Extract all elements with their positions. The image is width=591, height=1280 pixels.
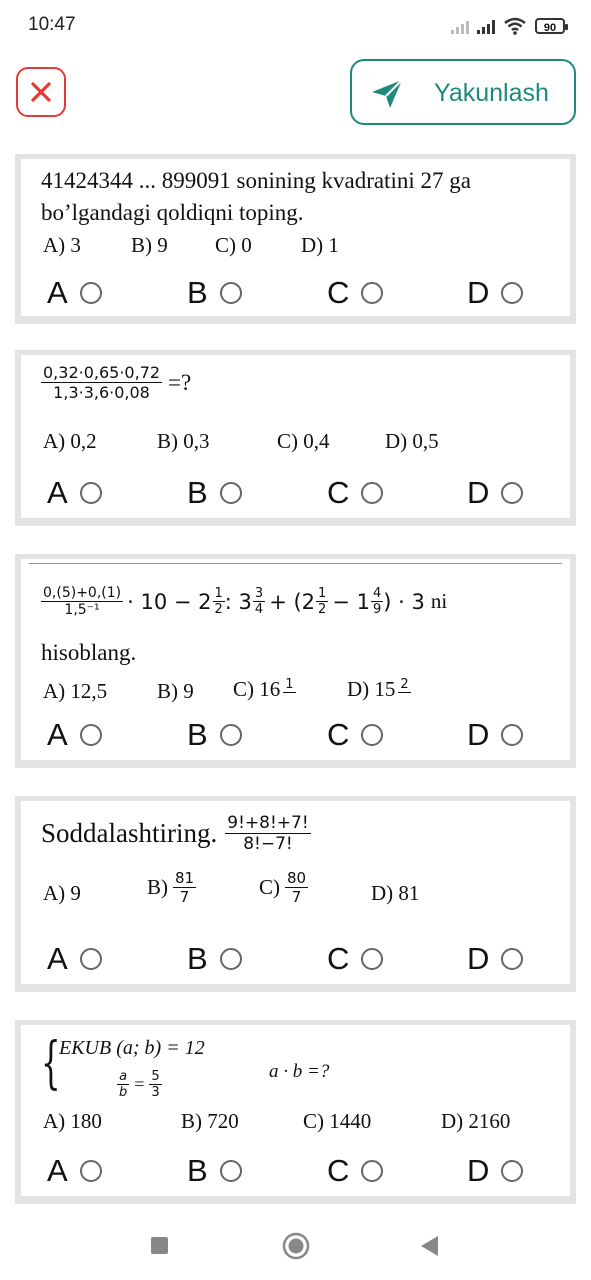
radio-button[interactable] <box>361 482 383 504</box>
fraction <box>285 869 308 906</box>
radio-button[interactable] <box>501 724 523 746</box>
expr-part: + (2 <box>269 589 316 614</box>
answer-letter: B <box>187 717 208 752</box>
answer-a[interactable] <box>47 273 102 313</box>
fraction-numerator: 4 <box>372 586 382 601</box>
fraction-denominator: 7 <box>291 888 302 906</box>
fraction <box>398 677 410 693</box>
option-a: A) 180 <box>43 1109 102 1133</box>
option-c: C) 0,4 <box>277 429 330 453</box>
brace: { <box>41 1031 61 1096</box>
fraction-denominator: 1,5⁻¹ <box>64 602 100 618</box>
option-text: B) <box>147 875 168 899</box>
system-line-2 <box>117 1069 162 1100</box>
answer-d[interactable] <box>467 1151 523 1191</box>
fraction <box>117 1069 129 1100</box>
answer-letter: D <box>467 275 490 310</box>
radio-button[interactable] <box>220 482 242 504</box>
question-card-2 <box>15 350 576 526</box>
option-a: A) 12,5 <box>43 679 108 703</box>
fraction-denominator: 7 <box>179 888 190 906</box>
answer-a[interactable] <box>47 715 102 755</box>
option-d: D) 81 <box>371 881 420 905</box>
send-icon <box>370 78 404 110</box>
system-navigation-bar <box>0 1210 591 1280</box>
fraction <box>316 586 328 617</box>
radio-button[interactable] <box>80 948 102 970</box>
question-system <box>41 1031 361 1109</box>
question-suffix: =? <box>168 369 192 395</box>
question-line: hisoblang. <box>41 640 137 665</box>
option-text: D) 15 <box>347 677 396 701</box>
option-a: A) 3 <box>43 233 81 257</box>
fraction-numerator: 2 <box>400 677 409 692</box>
option-b: B) 9 <box>131 233 168 257</box>
question-line: bo’lgandagi qoldiqni toping. <box>41 200 304 225</box>
question-card-5 <box>15 1020 576 1204</box>
option-c <box>259 869 308 906</box>
question-lead: Soddalashtiring. <box>41 818 218 848</box>
radio-button[interactable] <box>361 282 383 304</box>
fraction-numerator: 1 <box>318 586 327 601</box>
close-icon <box>29 80 53 104</box>
answer-c[interactable] <box>327 939 383 979</box>
fraction <box>149 1069 161 1100</box>
option-text: C) 16 <box>233 677 281 701</box>
radio-button[interactable] <box>501 282 523 304</box>
fraction-denominator: 1,3·3,6·0,08 <box>53 383 150 402</box>
fraction <box>371 586 383 617</box>
option-d: D) 2160 <box>441 1109 511 1133</box>
option-b: B) 0,3 <box>157 429 210 453</box>
question-card-3 <box>15 554 576 768</box>
option-d <box>347 677 411 707</box>
fraction <box>283 677 295 693</box>
option-c: C) 0 <box>215 233 252 257</box>
back-icon[interactable] <box>418 1234 440 1258</box>
answer-letter: C <box>327 717 350 752</box>
fraction-numerator: 3 <box>254 586 264 601</box>
option-text: C) <box>259 875 280 899</box>
equals-sign: = <box>134 1074 145 1094</box>
answer-letter: D <box>467 941 490 976</box>
fraction-denominator: 9 <box>372 602 382 617</box>
fraction <box>213 586 225 617</box>
option-b: B) 720 <box>181 1109 239 1133</box>
question-text <box>41 813 311 854</box>
answer-letter: C <box>327 1153 350 1188</box>
recents-icon[interactable] <box>150 1236 170 1256</box>
question-line: 41424344 ... 899091 sonining kvadratini 27 ga <box>41 168 471 193</box>
system-question: a · b =? <box>269 1061 330 1082</box>
answer-b[interactable] <box>187 273 242 313</box>
answer-b[interactable] <box>187 939 242 979</box>
expr-part: − 1 <box>332 589 370 614</box>
answer-letter: A <box>47 275 68 310</box>
radio-button[interactable] <box>361 1160 383 1182</box>
fraction-numerator: 0,32·0,65·0,72 <box>43 363 161 382</box>
option-b <box>147 869 196 906</box>
fraction <box>225 813 310 854</box>
fraction-denominator: 2 <box>214 602 223 617</box>
answer-d[interactable] <box>467 715 523 755</box>
radio-button[interactable] <box>220 724 242 746</box>
option-b: B) 9 <box>157 679 194 703</box>
close-button[interactable] <box>16 67 66 117</box>
finish-button[interactable] <box>350 59 576 125</box>
fraction-numerator: 1 <box>214 586 223 601</box>
fraction-numerator: 81 <box>175 869 195 887</box>
question-text <box>41 165 471 229</box>
answer-letter: B <box>187 275 208 310</box>
fraction <box>173 869 196 906</box>
radio-button[interactable] <box>220 948 242 970</box>
radio-button[interactable] <box>220 282 242 304</box>
battery-icon: 90 <box>535 18 565 34</box>
radio-button[interactable] <box>361 724 383 746</box>
answer-b[interactable] <box>187 1151 242 1191</box>
answer-c[interactable] <box>327 715 383 755</box>
answer-c[interactable] <box>327 1151 383 1191</box>
expr-part: · 10 − 2 <box>127 589 212 614</box>
answer-letter: B <box>187 1153 208 1188</box>
option-d: D) 1 <box>301 233 339 257</box>
answer-d[interactable] <box>467 273 523 313</box>
expr-part: ) · 3 <box>383 589 425 614</box>
answer-letter: B <box>187 475 208 510</box>
fraction-numerator: 9!+8!+7! <box>227 813 309 833</box>
radio-button[interactable] <box>80 724 102 746</box>
answer-letter: B <box>187 941 208 976</box>
fraction-numerator: 0,(5)+0,(1) <box>43 585 122 601</box>
question-text <box>41 363 191 402</box>
answer-d[interactable] <box>467 939 523 979</box>
system-line-1: EKUB (a; b) = 12 <box>59 1037 205 1059</box>
answer-c[interactable] <box>327 473 383 513</box>
answer-letter: D <box>467 717 490 752</box>
signal-icon-sim2 <box>477 18 495 34</box>
answer-letter: A <box>47 941 68 976</box>
answer-letter: A <box>47 475 68 510</box>
answer-a[interactable] <box>47 1151 102 1191</box>
answer-letter: A <box>47 717 68 752</box>
fraction-denominator: 2 <box>318 602 327 617</box>
answer-letter: C <box>327 941 350 976</box>
finish-label: Yakunlash <box>434 79 549 107</box>
answer-b[interactable] <box>187 473 242 513</box>
expr-part: : 3 <box>224 589 252 614</box>
radio-button[interactable] <box>80 1160 102 1182</box>
fraction-numerator: a <box>119 1069 128 1084</box>
answer-d[interactable] <box>467 473 523 513</box>
radio-button[interactable] <box>501 482 523 504</box>
question-card-1 <box>15 154 576 324</box>
answer-a[interactable] <box>47 939 102 979</box>
home-icon[interactable] <box>282 1232 310 1260</box>
expr-part: ni <box>430 589 448 613</box>
option-d: D) 0,5 <box>385 429 439 453</box>
fraction-denominator: 4 <box>254 602 264 617</box>
fraction-denominator: 8!−7! <box>243 834 293 854</box>
radio-button[interactable] <box>501 948 523 970</box>
signal-icon-sim1 <box>451 18 469 34</box>
fraction-numerator: 80 <box>287 869 307 887</box>
status-time: 10:47 <box>28 14 76 35</box>
fraction-denominator: b <box>119 1085 128 1100</box>
answer-c[interactable] <box>327 273 383 313</box>
radio-button[interactable] <box>361 948 383 970</box>
option-a: A) 9 <box>43 881 81 905</box>
answer-letter: D <box>467 475 490 510</box>
radio-button[interactable] <box>80 482 102 504</box>
answer-b[interactable] <box>187 715 242 755</box>
fraction <box>253 586 265 617</box>
status-bar <box>0 0 591 54</box>
fraction-denominator: 3 <box>151 1085 160 1100</box>
answer-letter: C <box>327 275 350 310</box>
radio-button[interactable] <box>501 1160 523 1182</box>
option-c <box>233 677 296 707</box>
fraction <box>41 585 123 618</box>
answer-letter: C <box>327 475 350 510</box>
radio-button[interactable] <box>220 1160 242 1182</box>
option-a: A) 0,2 <box>43 429 97 453</box>
radio-button[interactable] <box>80 282 102 304</box>
option-c: C) 1440 <box>303 1109 372 1133</box>
question-card-4 <box>15 796 576 992</box>
answer-letter: D <box>467 1153 490 1188</box>
fraction-numerator: 1 <box>285 677 294 692</box>
question-expression <box>41 585 447 618</box>
answer-a[interactable] <box>47 473 102 513</box>
fraction-numerator: 5 <box>151 1069 160 1084</box>
wifi-icon <box>503 17 527 35</box>
answer-letter: A <box>47 1153 68 1188</box>
fraction <box>41 363 162 402</box>
divider <box>29 563 562 564</box>
status-icons <box>451 14 565 38</box>
